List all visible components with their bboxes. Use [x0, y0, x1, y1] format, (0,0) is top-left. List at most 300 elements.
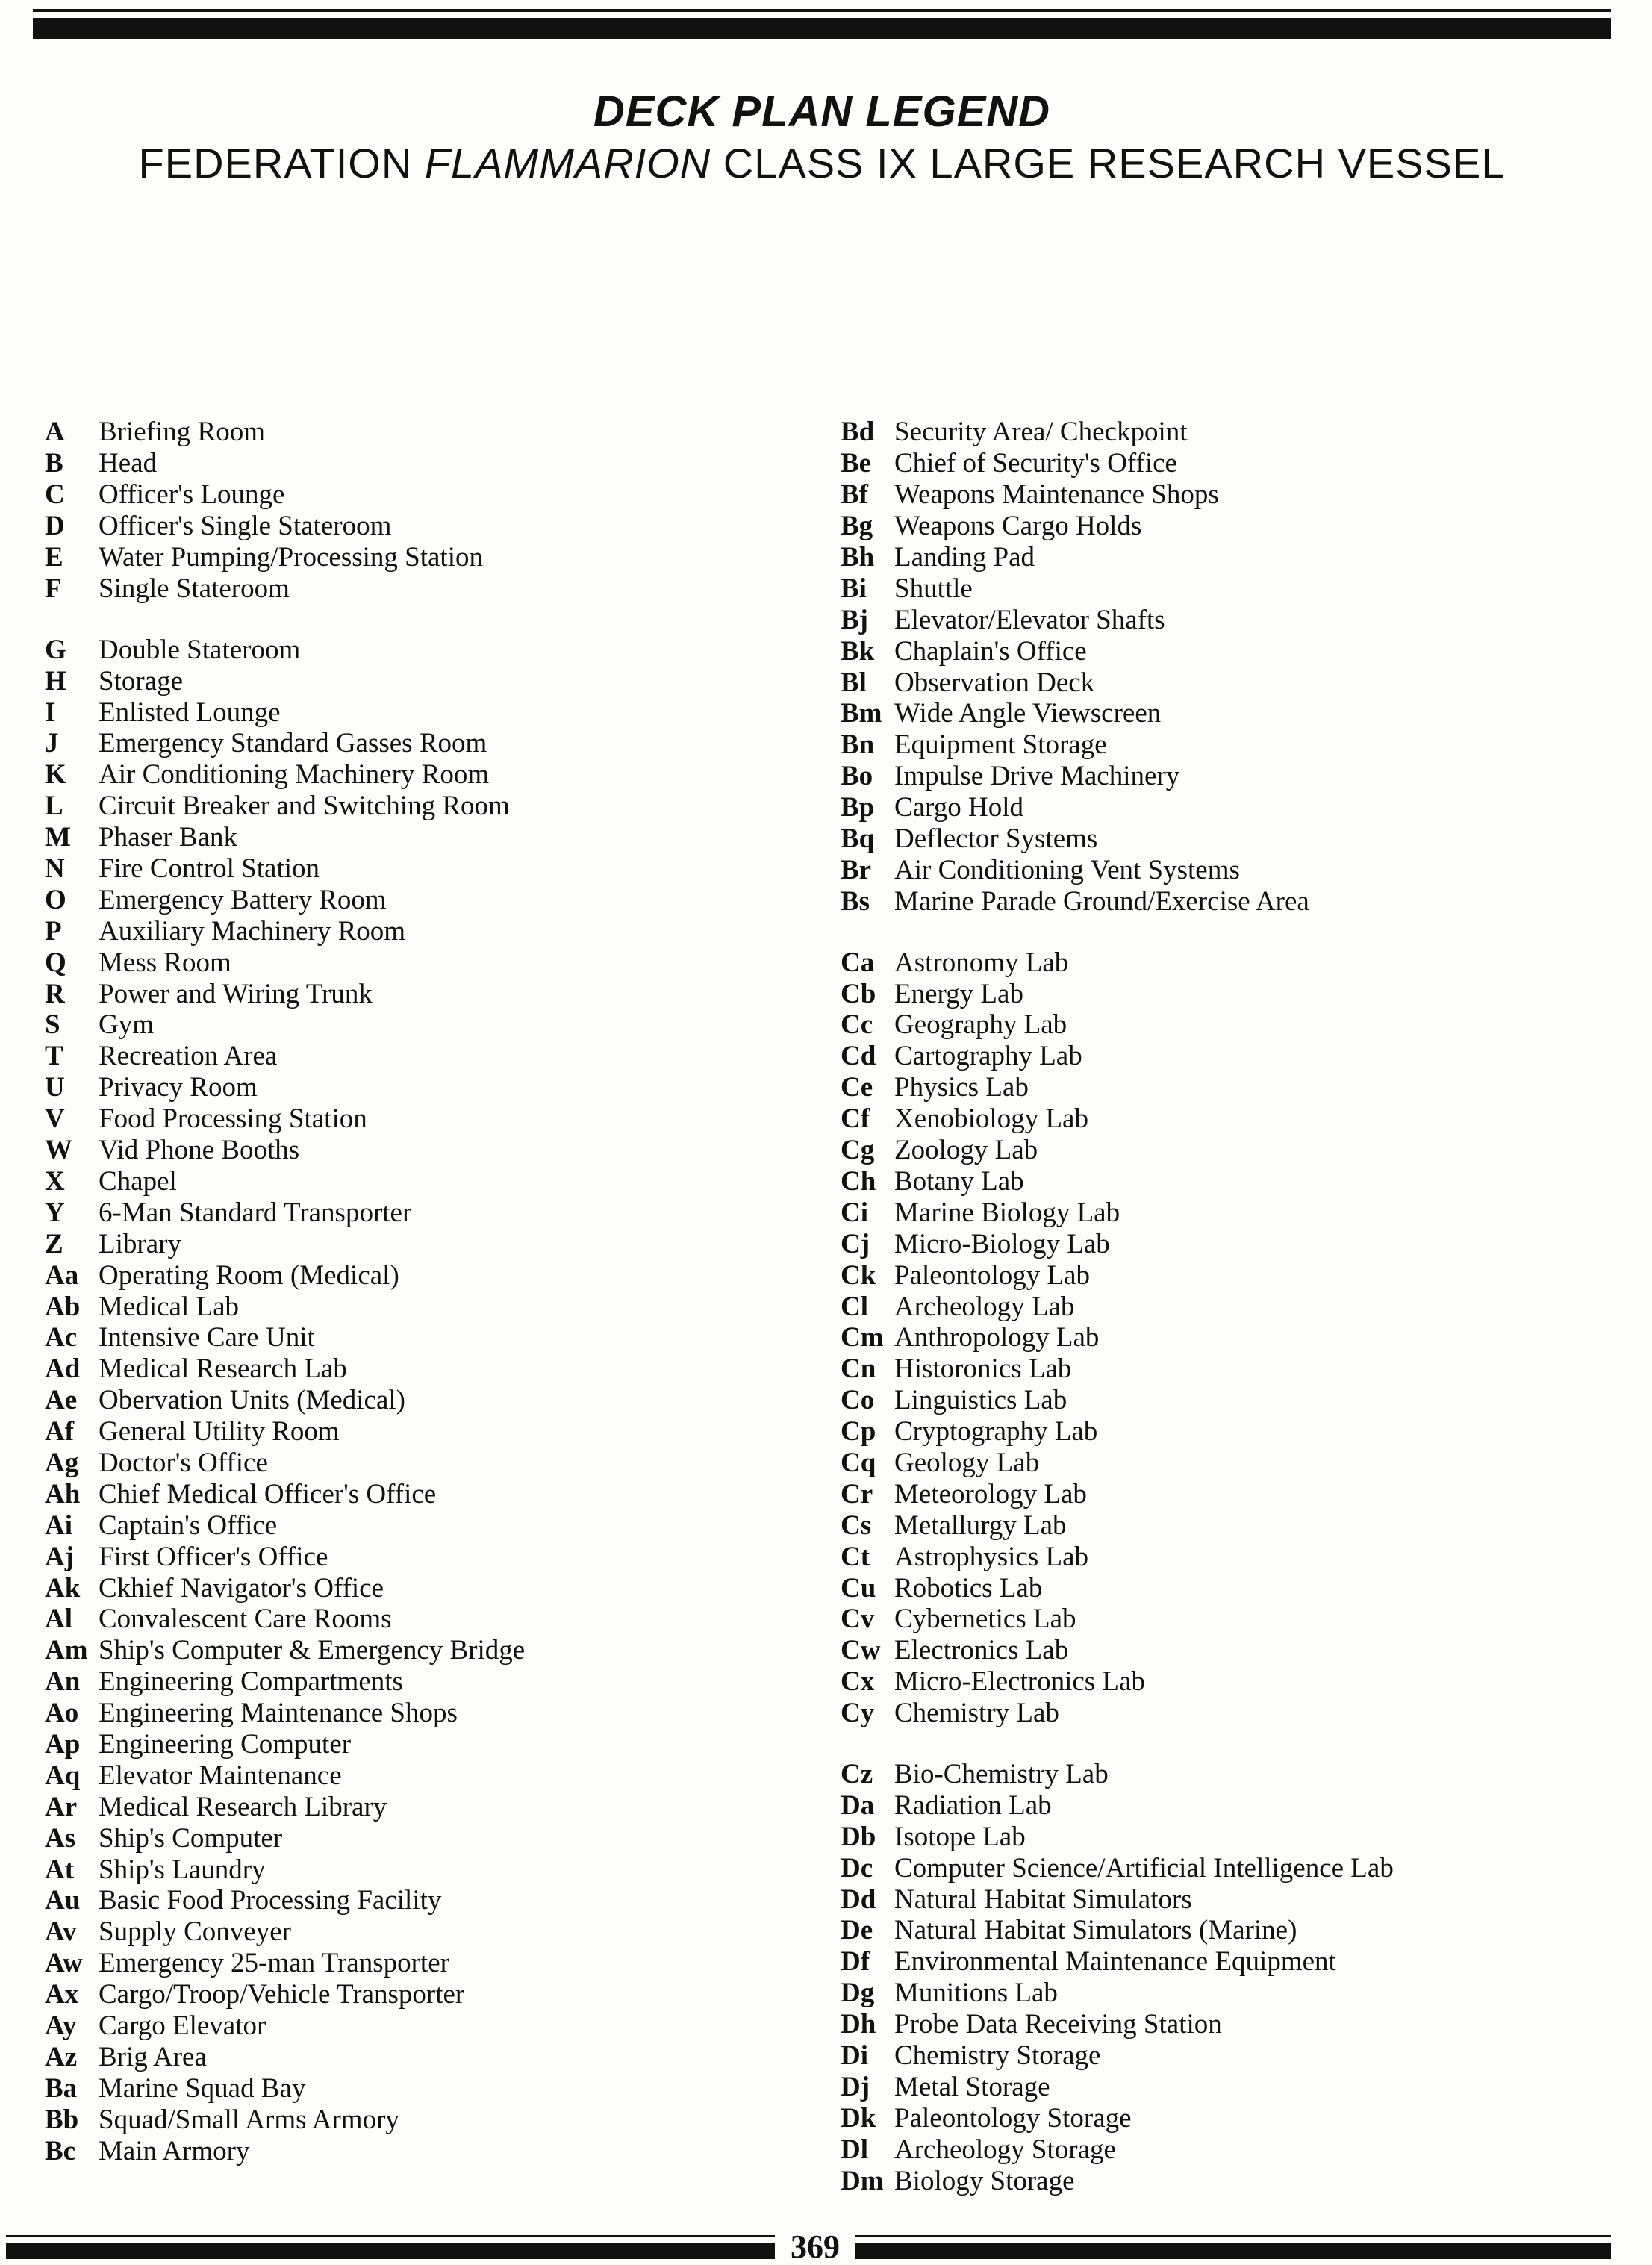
legend-label: Ship's Computer & Emergency Bridge — [99, 1635, 526, 1666]
legend-label: Chemistry Storage — [894, 2040, 1101, 2071]
legend-entry — [45, 1385, 821, 1416]
legend-entry — [45, 1009, 821, 1041]
legend-code: Ad — [45, 1353, 81, 1385]
legend-code: O — [45, 884, 66, 915]
legend-code: Ax — [45, 1979, 79, 2010]
legend-entry — [45, 1729, 821, 1760]
legend-label: Power and Wiring Trunk — [99, 978, 373, 1009]
legend-code: Ae — [45, 1385, 78, 1416]
legend-label: Chief of Security's Office — [894, 448, 1177, 479]
legend-code: Cm — [841, 1322, 884, 1353]
legend-entry — [841, 511, 1632, 542]
legend-code: Da — [841, 1789, 875, 1821]
legend-label: Engineering Computer — [99, 1728, 352, 1760]
legend-code: Z — [45, 1228, 63, 1259]
legend-label: Air Conditioning Machinery Room — [99, 759, 490, 791]
legend-label: Bio-Chemistry Lab — [894, 1758, 1109, 1789]
legend-label: Astrophysics Lab — [894, 1541, 1088, 1572]
legend-code: Cn — [841, 1353, 876, 1385]
legend-label: Elevator Maintenance — [99, 1760, 342, 1791]
legend-entry — [45, 791, 821, 822]
legend-code: Ak — [45, 1572, 81, 1604]
legend-entry — [841, 1884, 1632, 1915]
subtitle-class-name: FLAMMARION — [424, 140, 711, 187]
legend-entry — [841, 698, 1632, 729]
legend-code: Ap — [45, 1728, 81, 1760]
legend-label: Isotope Lab — [894, 1821, 1026, 1852]
page-title: DECK PLAN LEGEND — [593, 87, 1051, 136]
legend-label: Emergency Standard Gasses Room — [99, 728, 487, 759]
legend-code: Cx — [841, 1666, 875, 1698]
legend-entry — [841, 2071, 1632, 2102]
legend-entry — [45, 2072, 821, 2104]
legend-code: U — [45, 1072, 65, 1103]
legend-entry — [841, 792, 1632, 823]
legend-code: H — [45, 665, 66, 697]
legend-label: Botany Lab — [894, 1165, 1024, 1197]
legend-entry — [841, 823, 1632, 855]
page-footer — [0, 2228, 1652, 2265]
legend-code: Dl — [841, 2134, 868, 2165]
legend-code: Aj — [45, 1541, 75, 1572]
legend-entry — [841, 1291, 1632, 1322]
legend-entry — [45, 448, 821, 479]
legend-entry — [841, 1165, 1632, 1197]
legend-label: Cartography Lab — [894, 1041, 1082, 1072]
legend-code: Ar — [45, 1791, 78, 1822]
legend-code: Dc — [841, 1852, 873, 1884]
legend-code: Y — [45, 1197, 65, 1228]
legend-code: J — [45, 728, 59, 759]
legend-label: Engineering Maintenance Shops — [99, 1698, 458, 1729]
subtitle-part-1: FEDERATION — [138, 140, 425, 187]
legend-label: General Utility Room — [99, 1416, 340, 1448]
legend-entry — [45, 1604, 821, 1635]
legend-entry — [45, 2135, 821, 2166]
legend-label: Natural Habitat Simulators — [894, 1884, 1192, 1915]
legend-code: Bk — [841, 635, 875, 667]
legend-code: Db — [841, 1821, 876, 1852]
legend-code: Dj — [841, 2071, 870, 2102]
legend-entry — [45, 1979, 821, 2010]
legend-code: W — [45, 1135, 72, 1166]
legend-label: Landing Pad — [894, 542, 1035, 573]
legend-entry — [45, 1854, 821, 1885]
legend-label: Shuttle — [894, 573, 973, 604]
legend-code: Cr — [841, 1478, 873, 1510]
legend-entry — [45, 511, 821, 542]
legend-code: Dm — [841, 2165, 884, 2196]
legend-label: First Officer's Office — [99, 1541, 328, 1572]
legend-entry — [45, 2010, 821, 2042]
legend-entry — [841, 1197, 1632, 1228]
legend-code: Co — [841, 1385, 875, 1416]
legend-entry — [841, 1041, 1632, 1072]
legend-entry — [841, 761, 1632, 792]
legend-label: Weapons Maintenance Shops — [894, 479, 1219, 511]
legend-code: Cq — [841, 1447, 876, 1478]
legend-entry — [841, 1103, 1632, 1135]
legend-entry — [45, 1478, 821, 1510]
legend-code: Df — [841, 1946, 870, 1978]
legend-entry — [45, 728, 821, 759]
legend-entry — [841, 2134, 1632, 2165]
legend-label: Brig Area — [99, 2041, 207, 2072]
legend-entry — [841, 978, 1632, 1009]
legend-label: Supply Conveyer — [99, 1916, 291, 1948]
legend-code: Cs — [841, 1510, 872, 1541]
legend-label: Auxiliary Machinery Room — [99, 915, 406, 947]
legend-entry — [45, 1103, 821, 1135]
legend-entry — [45, 853, 821, 885]
legend-label: Metal Storage — [894, 2071, 1050, 2102]
legend-label: Library — [99, 1228, 181, 1259]
legend-code: Ay — [45, 2010, 77, 2041]
legend-entry — [45, 479, 821, 511]
legend-code: Cj — [841, 1228, 870, 1259]
legend-label: Elevator/Elevator Shafts — [894, 604, 1165, 635]
legend-code: Dh — [841, 2009, 876, 2040]
legend-label: Linguistics Lab — [894, 1385, 1067, 1416]
legend-code: Aa — [45, 1259, 79, 1291]
legend-label: Ship's Computer — [99, 1822, 283, 1854]
legend-label: Radiation Lab — [894, 1789, 1052, 1821]
legend-label: 6-Man Standard Transporter — [99, 1197, 412, 1228]
legend-code: Bc — [45, 2135, 76, 2166]
legend-entry — [45, 1510, 821, 1541]
legend-label: Water Pumping/Processing Station — [99, 542, 483, 573]
legend-label: Emergency Battery Room — [99, 884, 387, 915]
legend-code: Ca — [841, 947, 875, 978]
legend-entry — [841, 1946, 1632, 1978]
legend-code: Ch — [841, 1165, 876, 1197]
legend-label: Marine Parade Ground/Exercise Area — [894, 885, 1309, 917]
legend-entry — [45, 1041, 821, 1072]
legend-code: Ao — [45, 1698, 79, 1729]
legend-entry — [45, 1197, 821, 1228]
legend-code: Ce — [841, 1072, 873, 1103]
footer-thin-rule-left — [6, 2235, 775, 2237]
legend-code: At — [45, 1854, 75, 1885]
legend-code: Cg — [841, 1135, 875, 1166]
legend-label: Wide Angle Viewscreen — [894, 698, 1162, 729]
legend-entry — [841, 885, 1632, 917]
legend-label: Ckhief Navigator's Office — [99, 1572, 384, 1604]
footer-thin-rule-right — [855, 2235, 1611, 2237]
legend-code: Dg — [841, 1978, 875, 2009]
legend-entry — [45, 1666, 821, 1698]
legend-entry — [841, 1666, 1632, 1698]
legend-entry — [45, 1072, 821, 1103]
legend-label: Basic Food Processing Facility — [99, 1885, 442, 1916]
legend-label: Medical Research Library — [99, 1791, 387, 1822]
legend-entry — [45, 759, 821, 791]
legend-entry — [841, 1635, 1632, 1666]
legend-code: Cw — [841, 1635, 881, 1666]
legend-code: L — [45, 791, 63, 822]
legend-code: Bb — [45, 2104, 79, 2135]
legend-entry — [841, 1448, 1632, 1479]
legend-label: Privacy Room — [99, 1072, 258, 1103]
legend-right-column — [841, 417, 1632, 2196]
legend-code: X — [45, 1165, 65, 1197]
legend-entry — [841, 1259, 1632, 1291]
legend-entry — [45, 665, 821, 697]
legend-entry — [45, 697, 821, 728]
legend-label: Observation Deck — [894, 667, 1095, 698]
legend-code: Bq — [841, 823, 875, 855]
legend-label: Archeology Lab — [894, 1291, 1075, 1322]
legend-label: Double Stateroom — [99, 634, 301, 665]
legend-code: Bp — [841, 792, 875, 823]
legend-label: Cryptography Lab — [894, 1416, 1098, 1448]
legend-label: Geology Lab — [894, 1447, 1040, 1478]
legend-code: Aw — [45, 1948, 83, 1979]
legend-code: S — [45, 1009, 60, 1041]
legend-code: N — [45, 853, 65, 885]
legend-label: Single Stateroom — [99, 573, 290, 604]
legend-entry — [45, 542, 821, 573]
legend-entry — [841, 635, 1632, 667]
legend-code: B — [45, 448, 63, 479]
legend-entry — [841, 542, 1632, 573]
legend-code: Aq — [45, 1760, 81, 1791]
legend-code: Av — [45, 1916, 77, 1948]
legend-entry — [45, 2041, 821, 2072]
legend-entry — [841, 1604, 1632, 1635]
legend-code: Cl — [841, 1291, 868, 1322]
legend-code: V — [45, 1103, 65, 1135]
legend-entry — [841, 1852, 1632, 1884]
legend-label: Main Armory — [99, 2135, 250, 2166]
legend-code: Ab — [45, 1291, 81, 1322]
legend-entry — [841, 667, 1632, 698]
legend-code: Cd — [841, 1041, 876, 1072]
legend-entry — [841, 604, 1632, 635]
legend-label: Probe Data Receiving Station — [894, 2009, 1222, 2040]
legend-label: Chaplain's Office — [894, 635, 1087, 667]
legend-code: M — [45, 822, 71, 853]
legend-entry — [45, 1228, 821, 1259]
legend-label: Historonics Lab — [894, 1353, 1072, 1385]
legend-label: Captain's Office — [99, 1510, 278, 1541]
legend-code: Bd — [841, 417, 875, 448]
legend-entry — [45, 2104, 821, 2135]
legend-entry — [45, 417, 821, 448]
legend-entry — [45, 1916, 821, 1948]
legend-code: Ct — [841, 1541, 870, 1572]
legend-label: Intensive Care Unit — [99, 1322, 315, 1353]
legend-label: Impulse Drive Machinery — [894, 761, 1180, 792]
legend-code: P — [45, 915, 62, 947]
legend-label: Xenobiology Lab — [894, 1103, 1088, 1135]
legend-code: C — [45, 479, 65, 511]
legend-entry — [45, 1353, 821, 1385]
legend-label: Biology Storage — [894, 2165, 1075, 2196]
legend-code: Di — [841, 2040, 868, 2071]
legend-label: Food Processing Station — [99, 1103, 367, 1135]
legend-left-column — [45, 417, 821, 2166]
legend-label: Meteorology Lab — [894, 1478, 1087, 1510]
legend-label: Chemistry Lab — [894, 1698, 1059, 1729]
legend-code: Ag — [45, 1447, 79, 1478]
legend-code: Cy — [841, 1698, 875, 1729]
legend-entry — [45, 822, 821, 853]
legend-label: Chief Medical Officer's Office — [99, 1478, 437, 1510]
legend-entry — [45, 1885, 821, 1916]
legend-entry — [841, 479, 1632, 511]
legend-label: Micro-Electronics Lab — [894, 1666, 1145, 1698]
legend-code: Dk — [841, 2102, 876, 2134]
legend-code: F — [45, 573, 62, 604]
legend-label: Storage — [99, 665, 184, 697]
legend-code: Bs — [841, 885, 870, 917]
legend-entry — [45, 1416, 821, 1448]
legend-entry — [841, 1416, 1632, 1448]
legend-code: Ci — [841, 1197, 868, 1228]
legend-entry — [841, 1353, 1632, 1385]
legend-code: Au — [45, 1885, 81, 1916]
legend-entry — [841, 2009, 1632, 2040]
legend-code: Am — [45, 1635, 88, 1666]
legend-entry — [841, 2040, 1632, 2072]
legend-label: Security Area/ Checkpoint — [894, 417, 1188, 448]
legend-code: Bn — [841, 729, 875, 761]
legend-label: Medical Research Lab — [99, 1353, 347, 1385]
legend-entry — [841, 1478, 1632, 1510]
legend-entry — [841, 1698, 1632, 1729]
legend-code: T — [45, 1041, 63, 1072]
legend-label: Robotics Lab — [894, 1572, 1043, 1604]
legend-label: Equipment Storage — [894, 729, 1107, 761]
legend-label: Officer's Single Stateroom — [99, 511, 392, 542]
legend-label: Obervation Units (Medical) — [99, 1385, 405, 1416]
legend-label: Doctor's Office — [99, 1447, 268, 1478]
legend-label: Squad/Small Arms Armory — [99, 2104, 399, 2135]
legend-entry — [841, 573, 1632, 604]
legend-label: Briefing Room — [99, 417, 266, 448]
legend-code: Bo — [841, 761, 873, 792]
legend-entry — [841, 1915, 1632, 1946]
legend-entry — [841, 1228, 1632, 1259]
legend-label: Medical Lab — [99, 1291, 239, 1322]
legend-code: Bg — [841, 511, 873, 542]
legend-code: Bf — [841, 479, 868, 511]
legend-code: Cv — [841, 1604, 875, 1635]
legend-entry — [841, 1541, 1632, 1572]
legend-label: Weapons Cargo Holds — [894, 511, 1142, 542]
subtitle-part-2: CLASS IX LARGE RESEARCH VESSEL — [711, 140, 1506, 187]
legend-code: An — [45, 1666, 81, 1698]
title-block — [33, 88, 1611, 188]
legend-label: Mess Room — [99, 947, 231, 978]
legend-label: Fire Control Station — [99, 853, 320, 885]
legend-entry — [45, 1291, 821, 1322]
legend-entry — [841, 2102, 1632, 2134]
legend-entry — [841, 1789, 1632, 1821]
legend-code: Bh — [841, 542, 875, 573]
legend-entry — [841, 448, 1632, 479]
legend-label: Paleontology Storage — [894, 2102, 1132, 2134]
legend-code: Be — [841, 448, 872, 479]
legend-label: Phaser Bank — [99, 822, 237, 853]
legend-entry — [841, 947, 1632, 978]
legend-code: Bj — [841, 604, 868, 635]
legend-entry — [45, 978, 821, 1009]
legend-code: Br — [841, 854, 872, 885]
legend-label: Physics Lab — [894, 1072, 1029, 1103]
legend-entry — [841, 1978, 1632, 2009]
legend-code: Ah — [45, 1478, 81, 1510]
legend-entry — [45, 947, 821, 978]
legend-code: Al — [45, 1604, 72, 1635]
legend-code: Bi — [841, 573, 867, 604]
legend-code: Cp — [841, 1416, 876, 1448]
legend-entry — [45, 1135, 821, 1166]
legend-code: De — [841, 1915, 873, 1946]
footer-thick-rule-left — [6, 2243, 775, 2259]
legend-label: Enlisted Lounge — [99, 697, 281, 728]
top-thick-rule — [33, 18, 1611, 39]
legend-label: Engineering Compartments — [99, 1666, 403, 1698]
legend-code: I — [45, 697, 56, 728]
legend-label: Geography Lab — [894, 1009, 1067, 1041]
legend-label: Head — [99, 448, 158, 479]
legend-label: Metallurgy Lab — [894, 1510, 1067, 1541]
legend-code: Cf — [841, 1103, 870, 1135]
legend-entry — [45, 1322, 821, 1353]
legend-label: Chapel — [99, 1165, 177, 1197]
legend-label: Air Conditioning Vent Systems — [894, 854, 1240, 885]
footer-thick-rule-right — [855, 2243, 1611, 2259]
legend-label: Deflector Systems — [894, 823, 1098, 855]
page-subtitle — [33, 139, 1611, 188]
legend-label: Recreation Area — [99, 1041, 278, 1072]
legend-entry — [45, 1822, 821, 1854]
legend-label: Computer Science/Artificial Intelligence Lab — [894, 1852, 1394, 1884]
legend-label: Natural Habitat Simulators (Marine) — [894, 1915, 1297, 1946]
legend-code: Ai — [45, 1510, 72, 1541]
legend-entry — [45, 1165, 821, 1197]
legend-label: Environmental Maintenance Equipment — [894, 1946, 1336, 1978]
legend-code: Q — [45, 947, 66, 978]
legend-entry — [841, 417, 1632, 448]
legend-code: Ac — [45, 1322, 78, 1353]
legend-code: Bm — [841, 698, 882, 729]
page-number: 369 — [791, 2228, 840, 2265]
legend-entry — [841, 2165, 1632, 2196]
legend-entry — [45, 1760, 821, 1791]
legend-entry — [45, 1635, 821, 1666]
legend-entry — [841, 1072, 1632, 1103]
legend-code: Cb — [841, 978, 876, 1009]
legend-label: Energy Lab — [894, 978, 1023, 1009]
legend-label: Cybernetics Lab — [894, 1604, 1076, 1635]
legend-code: G — [45, 634, 66, 665]
legend-entry — [841, 1385, 1632, 1416]
legend-entry — [45, 634, 821, 665]
legend-entry — [45, 1259, 821, 1291]
top-thin-rule — [33, 9, 1611, 12]
legend-code: Ba — [45, 2072, 78, 2104]
legend-label: Vid Phone Booths — [99, 1135, 300, 1166]
legend-label: Munitions Lab — [894, 1978, 1058, 2009]
legend-code: Ck — [841, 1259, 876, 1291]
legend-code: D — [45, 511, 65, 542]
legend-code: Af — [45, 1416, 75, 1448]
legend-code: Cz — [841, 1758, 873, 1789]
legend-entry — [45, 1448, 821, 1479]
